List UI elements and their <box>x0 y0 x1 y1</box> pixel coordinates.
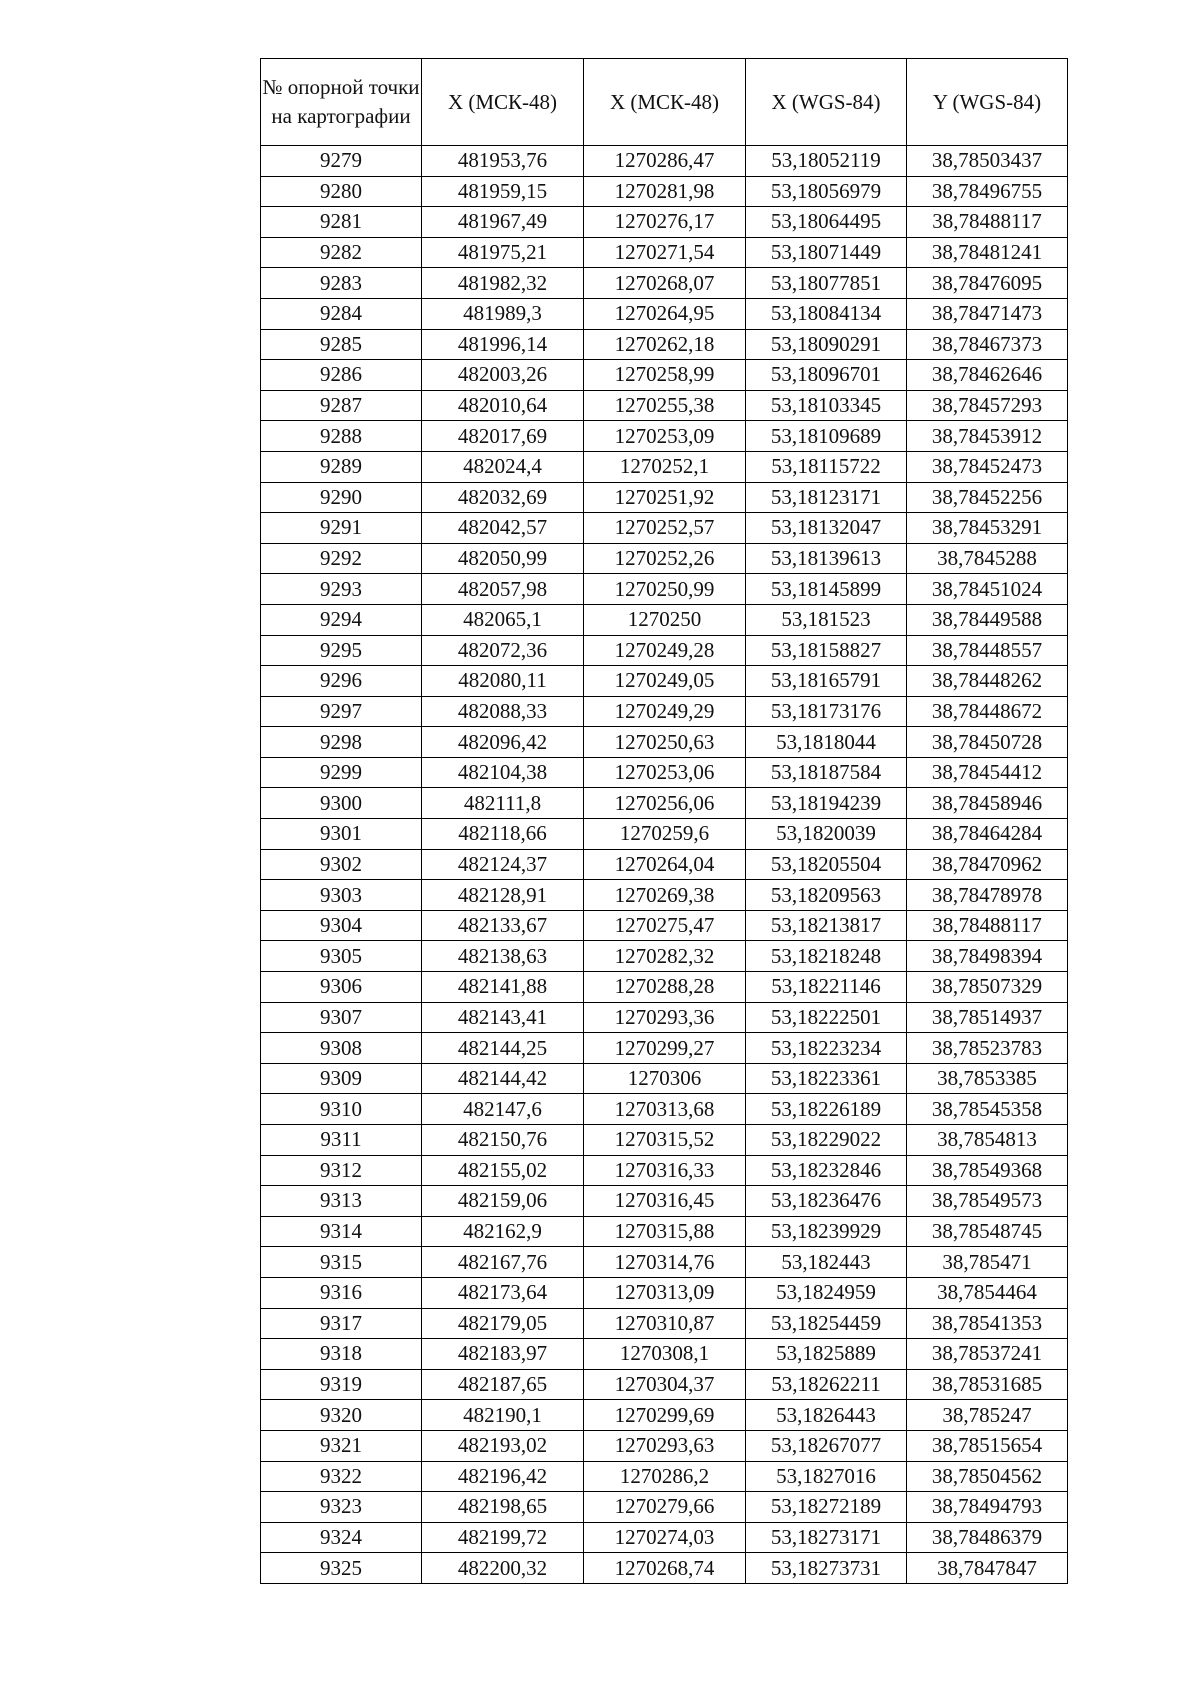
y-wgs84-cell: 38,78514937 <box>907 1002 1068 1033</box>
point-number-cell: 9312 <box>261 1155 422 1186</box>
x-msk48-cell: 482144,25 <box>422 1033 584 1064</box>
table-row <box>261 1033 1068 1064</box>
x-msk48-cell: 482003,26 <box>422 360 584 391</box>
x-msk48-cell: 482179,05 <box>422 1308 584 1339</box>
x-msk48-cell: 481975,21 <box>422 237 584 268</box>
x-wgs84-cell: 53,1825889 <box>746 1339 907 1370</box>
y-wgs84-cell: 38,78476095 <box>907 268 1068 299</box>
point-number-cell: 9284 <box>261 298 422 329</box>
point-number-cell: 9305 <box>261 941 422 972</box>
y-wgs84-cell: 38,78450728 <box>907 727 1068 758</box>
point-number-cell: 9304 <box>261 910 422 941</box>
y-wgs84-cell: 38,78507329 <box>907 972 1068 1003</box>
table-row <box>261 268 1068 299</box>
x-msk48-second-cell: 1270293,63 <box>584 1430 746 1461</box>
x-msk48-second-cell: 1270288,28 <box>584 972 746 1003</box>
x-wgs84-cell: 53,18132047 <box>746 513 907 544</box>
x-msk48-second-cell: 1270253,06 <box>584 757 746 788</box>
x-msk48-cell: 481959,15 <box>422 176 584 207</box>
point-number-cell: 9308 <box>261 1033 422 1064</box>
x-wgs84-cell: 53,18221146 <box>746 972 907 1003</box>
x-msk48-second-cell: 1270316,33 <box>584 1155 746 1186</box>
x-msk48-cell: 482010,64 <box>422 390 584 421</box>
y-wgs84-cell: 38,78488117 <box>907 910 1068 941</box>
x-msk48-second-cell: 1270252,1 <box>584 451 746 482</box>
point-number-cell: 9306 <box>261 972 422 1003</box>
x-msk48-cell: 482190,1 <box>422 1400 584 1431</box>
table-row <box>261 176 1068 207</box>
table-row <box>261 1063 1068 1094</box>
coordinates-table <box>260 58 1068 1584</box>
y-wgs84-cell: 38,78545358 <box>907 1094 1068 1125</box>
y-wgs84-cell: 38,78467373 <box>907 329 1068 360</box>
x-msk48-cell: 481996,14 <box>422 329 584 360</box>
point-number-cell: 9303 <box>261 880 422 911</box>
point-number-cell: 9316 <box>261 1277 422 1308</box>
point-number-cell: 9325 <box>261 1553 422 1584</box>
x-msk48-second-cell: 1270269,38 <box>584 880 746 911</box>
x-msk48-second-cell: 1270250,99 <box>584 574 746 605</box>
table-row <box>261 298 1068 329</box>
table-header <box>261 59 1068 146</box>
x-msk48-cell: 482128,91 <box>422 880 584 911</box>
table-row <box>261 574 1068 605</box>
x-msk48-second-cell: 1270316,45 <box>584 1186 746 1217</box>
y-wgs84-cell: 38,78458946 <box>907 788 1068 819</box>
x-msk48-second-cell: 1270293,36 <box>584 1002 746 1033</box>
x-msk48-second-cell: 1270252,26 <box>584 543 746 574</box>
x-msk48-second-cell: 1270310,87 <box>584 1308 746 1339</box>
table-row <box>261 604 1068 635</box>
x-msk48-second-cell: 1270250,63 <box>584 727 746 758</box>
point-number-cell: 9295 <box>261 635 422 666</box>
x-msk48-cell: 482072,36 <box>422 635 584 666</box>
y-wgs84-cell: 38,7847847 <box>907 1553 1068 1584</box>
point-number-cell: 9302 <box>261 849 422 880</box>
x-msk48-second-cell: 1270274,03 <box>584 1522 746 1553</box>
x-wgs84-cell: 53,18139613 <box>746 543 907 574</box>
y-wgs84-cell: 38,78448262 <box>907 666 1068 697</box>
table-row <box>261 1553 1068 1584</box>
x-msk48-cell: 482187,65 <box>422 1369 584 1400</box>
x-msk48-second-cell: 1270313,09 <box>584 1277 746 1308</box>
x-msk48-cell: 482173,64 <box>422 1277 584 1308</box>
x-msk48-second-cell: 1270286,47 <box>584 146 746 177</box>
x-msk48-cell: 482024,4 <box>422 451 584 482</box>
x-wgs84-cell: 53,18205504 <box>746 849 907 880</box>
y-wgs84-cell: 38,78462646 <box>907 360 1068 391</box>
point-number-cell: 9289 <box>261 451 422 482</box>
x-msk48-second-cell: 1270314,76 <box>584 1247 746 1278</box>
point-number-cell: 9299 <box>261 757 422 788</box>
point-number-cell: 9287 <box>261 390 422 421</box>
point-number-cell: 9321 <box>261 1430 422 1461</box>
x-msk48-second-cell: 1270306 <box>584 1063 746 1094</box>
point-number-cell: 9322 <box>261 1461 422 1492</box>
y-wgs84-cell: 38,78452473 <box>907 451 1068 482</box>
table-row <box>261 788 1068 819</box>
point-number-cell: 9310 <box>261 1094 422 1125</box>
y-wgs84-cell: 38,78470962 <box>907 849 1068 880</box>
x-msk48-second-cell: 1270299,69 <box>584 1400 746 1431</box>
x-wgs84-cell: 53,18272189 <box>746 1492 907 1523</box>
point-number-cell: 9317 <box>261 1308 422 1339</box>
table-row <box>261 727 1068 758</box>
y-wgs84-cell: 38,78457293 <box>907 390 1068 421</box>
point-number-cell: 9283 <box>261 268 422 299</box>
table-row <box>261 635 1068 666</box>
point-number-cell: 9309 <box>261 1063 422 1094</box>
y-wgs84-cell: 38,78504562 <box>907 1461 1068 1492</box>
table-row <box>261 451 1068 482</box>
y-wgs84-cell: 38,78448557 <box>907 635 1068 666</box>
table-row <box>261 757 1068 788</box>
table-row <box>261 1492 1068 1523</box>
table-row <box>261 1216 1068 1247</box>
x-wgs84-cell: 53,18123171 <box>746 482 907 513</box>
x-wgs84-cell: 53,18254459 <box>746 1308 907 1339</box>
x-msk48-second-cell: 1270252,57 <box>584 513 746 544</box>
x-wgs84-cell: 53,18103345 <box>746 390 907 421</box>
table-row <box>261 1430 1068 1461</box>
x-msk48-second-cell: 1270259,6 <box>584 819 746 850</box>
x-msk48-second-cell: 1270268,74 <box>584 1553 746 1584</box>
y-wgs84-cell: 38,78488117 <box>907 207 1068 238</box>
x-msk48-cell: 482162,9 <box>422 1216 584 1247</box>
table-row <box>261 696 1068 727</box>
x-msk48-second-cell: 1270286,2 <box>584 1461 746 1492</box>
x-msk48-second-cell: 1270279,66 <box>584 1492 746 1523</box>
table-row <box>261 666 1068 697</box>
x-msk48-second-cell: 1270299,27 <box>584 1033 746 1064</box>
header-x-wgs84: X (WGS-84) <box>746 59 907 146</box>
x-msk48-cell: 482144,42 <box>422 1063 584 1094</box>
x-wgs84-cell: 53,18218248 <box>746 941 907 972</box>
table-row <box>261 1125 1068 1156</box>
point-number-cell: 9324 <box>261 1522 422 1553</box>
y-wgs84-cell: 38,78498394 <box>907 941 1068 972</box>
x-msk48-second-cell: 1270258,99 <box>584 360 746 391</box>
x-msk48-cell: 482080,11 <box>422 666 584 697</box>
table-row <box>261 1369 1068 1400</box>
x-wgs84-cell: 53,18084134 <box>746 298 907 329</box>
x-msk48-cell: 482143,41 <box>422 1002 584 1033</box>
x-msk48-cell: 482124,37 <box>422 849 584 880</box>
table-row <box>261 1308 1068 1339</box>
y-wgs84-cell: 38,78548745 <box>907 1216 1068 1247</box>
x-msk48-cell: 482199,72 <box>422 1522 584 1553</box>
table-row <box>261 237 1068 268</box>
table-row <box>261 941 1068 972</box>
y-wgs84-cell: 38,7853385 <box>907 1063 1068 1094</box>
x-msk48-second-cell: 1270271,54 <box>584 237 746 268</box>
point-number-cell: 9319 <box>261 1369 422 1400</box>
point-number-cell: 9315 <box>261 1247 422 1278</box>
y-wgs84-cell: 38,78471473 <box>907 298 1068 329</box>
y-wgs84-cell: 38,78549368 <box>907 1155 1068 1186</box>
x-wgs84-cell: 53,18071449 <box>746 237 907 268</box>
x-msk48-cell: 482032,69 <box>422 482 584 513</box>
y-wgs84-cell: 38,78448672 <box>907 696 1068 727</box>
x-wgs84-cell: 53,1824959 <box>746 1277 907 1308</box>
y-wgs84-cell: 38,78494793 <box>907 1492 1068 1523</box>
x-msk48-second-cell: 1270251,92 <box>584 482 746 513</box>
x-wgs84-cell: 53,18226189 <box>746 1094 907 1125</box>
x-wgs84-cell: 53,18109689 <box>746 421 907 452</box>
header-y-wgs84: Y (WGS-84) <box>907 59 1068 146</box>
x-wgs84-cell: 53,18064495 <box>746 207 907 238</box>
x-wgs84-cell: 53,182443 <box>746 1247 907 1278</box>
x-msk48-cell: 482096,42 <box>422 727 584 758</box>
point-number-cell: 9314 <box>261 1216 422 1247</box>
x-msk48-second-cell: 1270249,28 <box>584 635 746 666</box>
y-wgs84-cell: 38,78549573 <box>907 1186 1068 1217</box>
point-number-cell: 9296 <box>261 666 422 697</box>
y-wgs84-cell: 38,78478978 <box>907 880 1068 911</box>
x-wgs84-cell: 53,18213817 <box>746 910 907 941</box>
x-msk48-cell: 482167,76 <box>422 1247 584 1278</box>
x-msk48-second-cell: 1270315,52 <box>584 1125 746 1156</box>
table-row <box>261 1247 1068 1278</box>
x-wgs84-cell: 53,18262211 <box>746 1369 907 1400</box>
table-row <box>261 1155 1068 1186</box>
x-msk48-cell: 482057,98 <box>422 574 584 605</box>
y-wgs84-cell: 38,78449588 <box>907 604 1068 635</box>
x-msk48-cell: 482104,38 <box>422 757 584 788</box>
table-row <box>261 1277 1068 1308</box>
x-wgs84-cell: 53,18232846 <box>746 1155 907 1186</box>
table-row <box>261 543 1068 574</box>
x-msk48-cell: 482159,06 <box>422 1186 584 1217</box>
x-wgs84-cell: 53,18090291 <box>746 329 907 360</box>
table-row <box>261 1339 1068 1370</box>
x-wgs84-cell: 53,18223361 <box>746 1063 907 1094</box>
x-msk48-cell: 482155,02 <box>422 1155 584 1186</box>
x-msk48-second-cell: 1270262,18 <box>584 329 746 360</box>
x-wgs84-cell: 53,18222501 <box>746 1002 907 1033</box>
y-wgs84-cell: 38,78481241 <box>907 237 1068 268</box>
x-msk48-second-cell: 1270250 <box>584 604 746 635</box>
x-msk48-cell: 482118,66 <box>422 819 584 850</box>
x-wgs84-cell: 53,1818044 <box>746 727 907 758</box>
x-wgs84-cell: 53,18194239 <box>746 788 907 819</box>
table-row <box>261 1094 1068 1125</box>
point-number-cell: 9291 <box>261 513 422 544</box>
x-wgs84-cell: 53,18165791 <box>746 666 907 697</box>
y-wgs84-cell: 38,785247 <box>907 1400 1068 1431</box>
y-wgs84-cell: 38,78451024 <box>907 574 1068 605</box>
table-row <box>261 146 1068 177</box>
y-wgs84-cell: 38,78515654 <box>907 1430 1068 1461</box>
x-msk48-cell: 482193,02 <box>422 1430 584 1461</box>
table-row <box>261 207 1068 238</box>
x-wgs84-cell: 53,18187584 <box>746 757 907 788</box>
point-number-cell: 9300 <box>261 788 422 819</box>
x-wgs84-cell: 53,18273171 <box>746 1522 907 1553</box>
point-number-cell: 9286 <box>261 360 422 391</box>
x-msk48-second-cell: 1270308,1 <box>584 1339 746 1370</box>
y-wgs84-cell: 38,78453912 <box>907 421 1068 452</box>
y-wgs84-cell: 38,78523783 <box>907 1033 1068 1064</box>
x-wgs84-cell: 53,18173176 <box>746 696 907 727</box>
y-wgs84-cell: 38,7854813 <box>907 1125 1068 1156</box>
table-row <box>261 1400 1068 1431</box>
x-wgs84-cell: 53,18239929 <box>746 1216 907 1247</box>
x-wgs84-cell: 53,18223234 <box>746 1033 907 1064</box>
y-wgs84-cell: 38,78486379 <box>907 1522 1068 1553</box>
point-number-cell: 9292 <box>261 543 422 574</box>
point-number-cell: 9280 <box>261 176 422 207</box>
x-msk48-cell: 481967,49 <box>422 207 584 238</box>
table-row <box>261 360 1068 391</box>
x-wgs84-cell: 53,18158827 <box>746 635 907 666</box>
table-row <box>261 1461 1068 1492</box>
table-row <box>261 910 1068 941</box>
x-msk48-cell: 482042,57 <box>422 513 584 544</box>
point-number-cell: 9307 <box>261 1002 422 1033</box>
y-wgs84-cell: 38,7845288 <box>907 543 1068 574</box>
x-msk48-second-cell: 1270249,05 <box>584 666 746 697</box>
x-msk48-cell: 482088,33 <box>422 696 584 727</box>
x-wgs84-cell: 53,18096701 <box>746 360 907 391</box>
x-msk48-second-cell: 1270276,17 <box>584 207 746 238</box>
x-msk48-cell: 481982,32 <box>422 268 584 299</box>
x-wgs84-cell: 53,1827016 <box>746 1461 907 1492</box>
x-msk48-cell: 482138,63 <box>422 941 584 972</box>
x-msk48-cell: 482183,97 <box>422 1339 584 1370</box>
point-number-cell: 9313 <box>261 1186 422 1217</box>
x-wgs84-cell: 53,18052119 <box>746 146 907 177</box>
point-number-cell: 9298 <box>261 727 422 758</box>
x-msk48-cell: 482065,1 <box>422 604 584 635</box>
point-number-cell: 9279 <box>261 146 422 177</box>
point-number-cell: 9281 <box>261 207 422 238</box>
point-number-cell: 9294 <box>261 604 422 635</box>
x-wgs84-cell: 53,18273731 <box>746 1553 907 1584</box>
point-number-cell: 9293 <box>261 574 422 605</box>
table-row <box>261 482 1068 513</box>
x-wgs84-cell: 53,1826443 <box>746 1400 907 1431</box>
x-msk48-second-cell: 1270264,04 <box>584 849 746 880</box>
y-wgs84-cell: 38,78464284 <box>907 819 1068 850</box>
y-wgs84-cell: 38,78452256 <box>907 482 1068 513</box>
table-body <box>261 146 1068 1584</box>
table-row <box>261 880 1068 911</box>
x-msk48-cell: 481989,3 <box>422 298 584 329</box>
x-msk48-second-cell: 1270315,88 <box>584 1216 746 1247</box>
x-msk48-second-cell: 1270281,98 <box>584 176 746 207</box>
x-msk48-cell: 482017,69 <box>422 421 584 452</box>
y-wgs84-cell: 38,78453291 <box>907 513 1068 544</box>
x-wgs84-cell: 53,18229022 <box>746 1125 907 1156</box>
x-wgs84-cell: 53,18145899 <box>746 574 907 605</box>
x-msk48-second-cell: 1270255,38 <box>584 390 746 421</box>
x-wgs84-cell: 53,18056979 <box>746 176 907 207</box>
point-number-cell: 9301 <box>261 819 422 850</box>
x-wgs84-cell: 53,18267077 <box>746 1430 907 1461</box>
header-point-number: № опорной точки на картографии <box>261 59 422 146</box>
x-wgs84-cell: 53,181523 <box>746 604 907 635</box>
y-wgs84-cell: 38,78537241 <box>907 1339 1068 1370</box>
table-row <box>261 329 1068 360</box>
x-msk48-second-cell: 1270256,06 <box>584 788 746 819</box>
y-wgs84-cell: 38,78541353 <box>907 1308 1068 1339</box>
x-msk48-second-cell: 1270304,37 <box>584 1369 746 1400</box>
y-wgs84-cell: 38,78531685 <box>907 1369 1068 1400</box>
x-msk48-second-cell: 1270264,95 <box>584 298 746 329</box>
x-msk48-cell: 482141,88 <box>422 972 584 1003</box>
x-msk48-cell: 482133,67 <box>422 910 584 941</box>
header-row <box>261 59 1068 146</box>
x-msk48-cell: 482147,6 <box>422 1094 584 1125</box>
table-row <box>261 513 1068 544</box>
y-wgs84-cell: 38,78503437 <box>907 146 1068 177</box>
point-number-cell: 9311 <box>261 1125 422 1156</box>
x-msk48-second-cell: 1270282,32 <box>584 941 746 972</box>
y-wgs84-cell: 38,78454412 <box>907 757 1068 788</box>
x-wgs84-cell: 53,18209563 <box>746 880 907 911</box>
x-msk48-cell: 482111,8 <box>422 788 584 819</box>
x-msk48-cell: 482200,32 <box>422 1553 584 1584</box>
x-wgs84-cell: 53,1820039 <box>746 819 907 850</box>
x-msk48-cell: 482196,42 <box>422 1461 584 1492</box>
point-number-cell: 9323 <box>261 1492 422 1523</box>
x-wgs84-cell: 53,18115722 <box>746 451 907 482</box>
table-row <box>261 390 1068 421</box>
x-msk48-cell: 482150,76 <box>422 1125 584 1156</box>
y-wgs84-cell: 38,78496755 <box>907 176 1068 207</box>
table-row <box>261 1002 1068 1033</box>
x-msk48-second-cell: 1270275,47 <box>584 910 746 941</box>
x-wgs84-cell: 53,18077851 <box>746 268 907 299</box>
x-wgs84-cell: 53,18236476 <box>746 1186 907 1217</box>
x-msk48-second-cell: 1270313,68 <box>584 1094 746 1125</box>
table-row <box>261 972 1068 1003</box>
point-number-cell: 9285 <box>261 329 422 360</box>
x-msk48-cell: 482050,99 <box>422 543 584 574</box>
table-row <box>261 1186 1068 1217</box>
x-msk48-second-cell: 1270253,09 <box>584 421 746 452</box>
point-number-cell: 9320 <box>261 1400 422 1431</box>
point-number-cell: 9297 <box>261 696 422 727</box>
point-number-cell: 9290 <box>261 482 422 513</box>
y-wgs84-cell: 38,7854464 <box>907 1277 1068 1308</box>
point-number-cell: 9318 <box>261 1339 422 1370</box>
table-row <box>261 819 1068 850</box>
x-msk48-second-cell: 1270249,29 <box>584 696 746 727</box>
header-x-msk48-second: X (МСК-48) <box>584 59 746 146</box>
x-msk48-second-cell: 1270268,07 <box>584 268 746 299</box>
point-number-cell: 9288 <box>261 421 422 452</box>
x-msk48-cell: 481953,76 <box>422 146 584 177</box>
point-number-cell: 9282 <box>261 237 422 268</box>
table-row <box>261 421 1068 452</box>
table-row <box>261 1522 1068 1553</box>
x-msk48-cell: 482198,65 <box>422 1492 584 1523</box>
y-wgs84-cell: 38,785471 <box>907 1247 1068 1278</box>
table-row <box>261 849 1068 880</box>
header-x-msk48: X (МСК-48) <box>422 59 584 146</box>
